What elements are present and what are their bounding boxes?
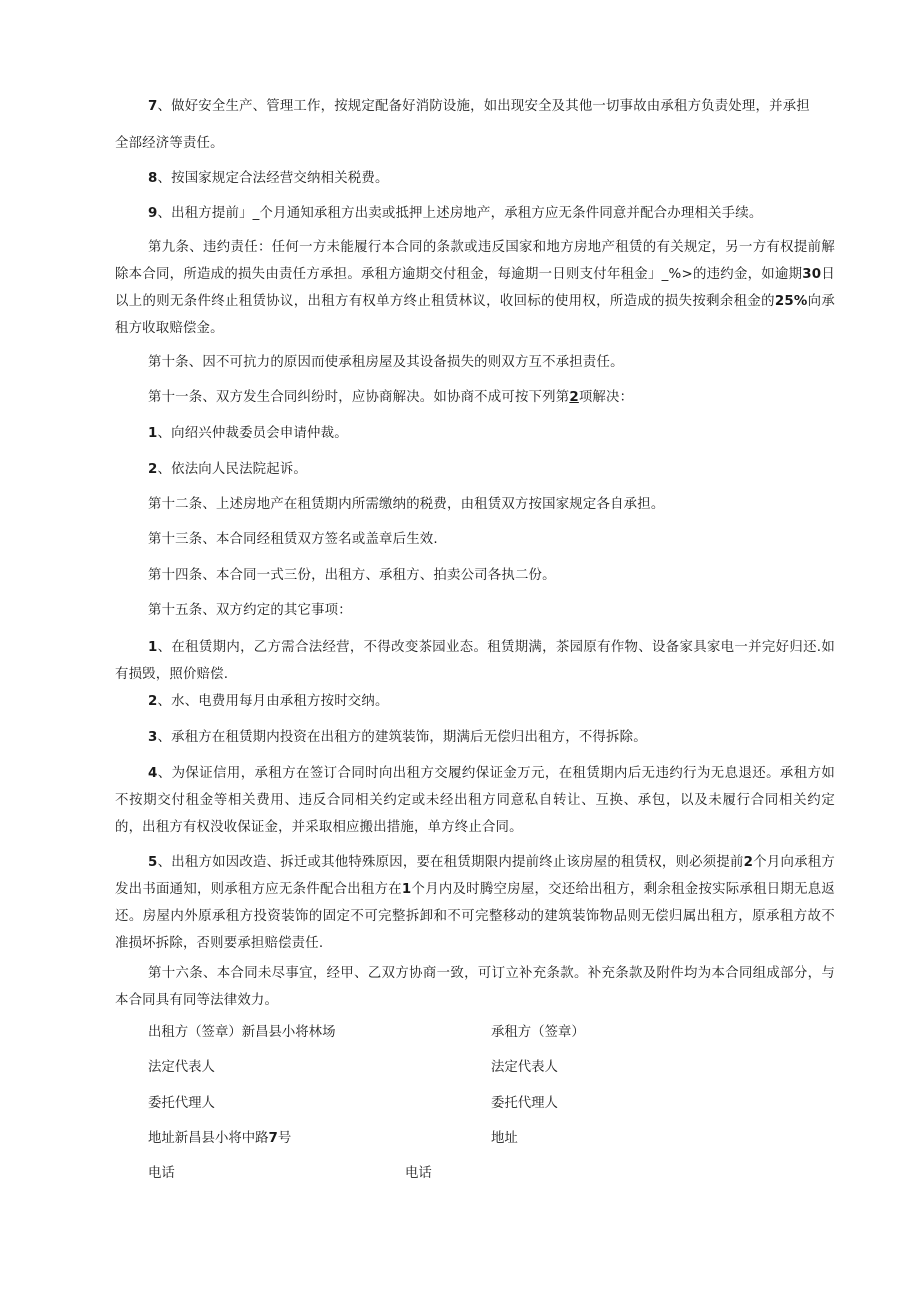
clause-text: 、做好安全生产、管理工作，按规定配备好消防设施，如出现安全及其他一切事故由承租方负责处理，并承担 bbox=[157, 99, 810, 114]
clause-8 bbox=[115, 165, 835, 192]
clause-number: 7 bbox=[148, 99, 158, 114]
article-text: 第十一条、双方发生合同纠纷时，应协商解决。如协商不成可按下列第 bbox=[148, 390, 570, 405]
article-15-item-1 bbox=[115, 634, 835, 688]
article-15 bbox=[115, 597, 835, 624]
lessor-phone: 电话 bbox=[148, 1166, 175, 1181]
lessor-address bbox=[148, 1129, 291, 1149]
article-15-item-2 bbox=[115, 688, 835, 715]
article-number: 2 bbox=[569, 390, 579, 405]
article-10 bbox=[115, 349, 835, 376]
clause-7-continued bbox=[115, 130, 835, 157]
clause-7 bbox=[115, 93, 835, 120]
article-9 bbox=[115, 234, 835, 342]
article-12 bbox=[115, 491, 835, 518]
article-11 bbox=[115, 384, 835, 411]
clause-9 bbox=[115, 200, 835, 227]
lessee-phone: 电话 bbox=[405, 1166, 432, 1181]
clause-number: 1 bbox=[148, 426, 158, 441]
article-number: 30 bbox=[802, 267, 822, 282]
article-text: 向承租方收取赔偿金。 bbox=[115, 294, 835, 336]
article-text: 第十六条、本合同未尽事宜，经甲、乙双方协商一致，可订立补充条款。补充条款及附件均为本合同组成部分，与本合同具有同等法律效力。 bbox=[115, 966, 835, 1008]
article-number: 25% bbox=[774, 294, 808, 309]
address-text: 地址新昌县小将中路 bbox=[148, 1131, 269, 1146]
article-16 bbox=[115, 960, 835, 1014]
article-11-option-1 bbox=[115, 420, 835, 447]
clause-number: 1 bbox=[148, 640, 158, 655]
clause-text: 个月内及时腾空房屋，交还给出租方，剩余租金按实际承租日期无息返还。房屋内外原承租方投资装饰的固定不可完整拆卸和不可完整移动的建筑装饰物品则无偿归属出租方，原承租方故不准损坏拆除，否则要承担赔偿责任. bbox=[115, 882, 835, 951]
article-text: 第十四条、本合同一式三份，出租方、承租方、拍卖公司各执二份。 bbox=[148, 568, 556, 583]
clause-number: 5 bbox=[148, 855, 158, 870]
clause-text: 全部经济等责任。 bbox=[115, 136, 224, 151]
clause-number: 1 bbox=[401, 882, 412, 897]
clause-text: 、依法向人民法院起诉。 bbox=[157, 462, 308, 477]
lessee-agent: 委托代理人 bbox=[491, 1096, 558, 1111]
clause-number: 4 bbox=[148, 766, 158, 781]
lessor-signature: 出租方（签章）新昌县小将林场 bbox=[148, 1025, 336, 1040]
lessor-agent: 委托代理人 bbox=[148, 1096, 215, 1111]
article-text: 第十五条、双方约定的其它事项： bbox=[148, 603, 352, 618]
article-text: 第十二条、上述房地产在租赁期内所需缴纳的税费，由租赁双方按国家规定各自承担。 bbox=[148, 497, 665, 512]
article-15-item-5 bbox=[115, 849, 835, 957]
lessee-address: 地址 bbox=[491, 1131, 518, 1146]
article-text: 项解决： bbox=[578, 390, 634, 405]
article-text: 日以上的则无条件终止租赁协议，出租方有权单方终止租赁林议，收回标的使用权，所造成的损失按剩余租金的 bbox=[115, 267, 835, 309]
clause-number: 3 bbox=[148, 730, 158, 745]
article-text: 第九条、违约责任：任何一方未能履行本合同的条款或违反国家和地方房地产租赁的有关规定，另一方有权提前解除本合同，所造成的损失由责任方承担。承租方逾期交付租金，每逾期一日则支付年租金」_%>的违约金，如逾期 bbox=[115, 240, 835, 282]
clause-number: 8 bbox=[148, 171, 158, 186]
article-text: 第十条、因不可抗力的原因而使承租房屋及其设备损失的则双方互不承担责任。 bbox=[148, 355, 624, 370]
article-text: 第十三条、本合同经租赁双方签名或盖章后生效. bbox=[148, 532, 438, 547]
address-text: 号 bbox=[277, 1131, 292, 1146]
article-14 bbox=[115, 562, 835, 589]
lessor-legal-representative: 法定代表人 bbox=[148, 1060, 215, 1075]
clause-text: 、承租方在租赁期内投资在出租方的建筑装饰，期满后无偿归出租方，不得拆除。 bbox=[157, 730, 647, 745]
clause-text: 、出租方如因改造、拆迁或其他特殊原因，要在租赁期限内提前终止该房屋的租赁权，则必须提前 bbox=[157, 855, 744, 870]
clause-number: 2 bbox=[148, 462, 158, 477]
address-number: 7 bbox=[268, 1131, 278, 1146]
clause-text: 、为保证信用，承租方在签订合同时向出租方交履约保证金万元，在租赁期内后无违约行为无息退还。承租方如不按期交付租金等相关费用、违反合同相关约定或未经出租方同意私自转让、互换、承包，以及未履行合同相关约定的，出租方有权没收保证金，并采取相应搬出措施，单方终止合同。 bbox=[115, 766, 835, 835]
clause-text: 个月向承租方发出书面通知，则承租方应无条件配合出租方在 bbox=[115, 855, 835, 897]
clause-text: 、出租方提前」_个月通知承租方出卖或抵押上述房地产，承租方应无条件同意并配合办理相关手续。 bbox=[157, 206, 763, 221]
clause-number: 2 bbox=[148, 694, 158, 709]
lessee-legal-representative: 法定代表人 bbox=[491, 1060, 558, 1075]
article-11-option-2 bbox=[115, 456, 835, 483]
article-13 bbox=[115, 526, 835, 553]
clause-text: 、水、电费用每月由承租方按时交纳。 bbox=[157, 694, 389, 709]
clause-text: 、在租赁期内，乙方需合法经营，不得改变茶园业态。租赁期满，茶园原有作物、设备家具家电一并完好归还.如有损毁，照价赔偿. bbox=[115, 640, 835, 682]
article-15-item-4 bbox=[115, 760, 835, 841]
clause-text: 、按国家规定合法经营交纳相关税费。 bbox=[157, 171, 389, 186]
clause-number: 2 bbox=[743, 855, 754, 870]
clause-text: 、向绍兴仲裁委员会申请仲裁。 bbox=[157, 426, 348, 441]
clause-number: 9 bbox=[148, 206, 158, 221]
article-15-item-3 bbox=[115, 724, 835, 751]
lessee-signature: 承租方（签章） bbox=[491, 1025, 585, 1040]
